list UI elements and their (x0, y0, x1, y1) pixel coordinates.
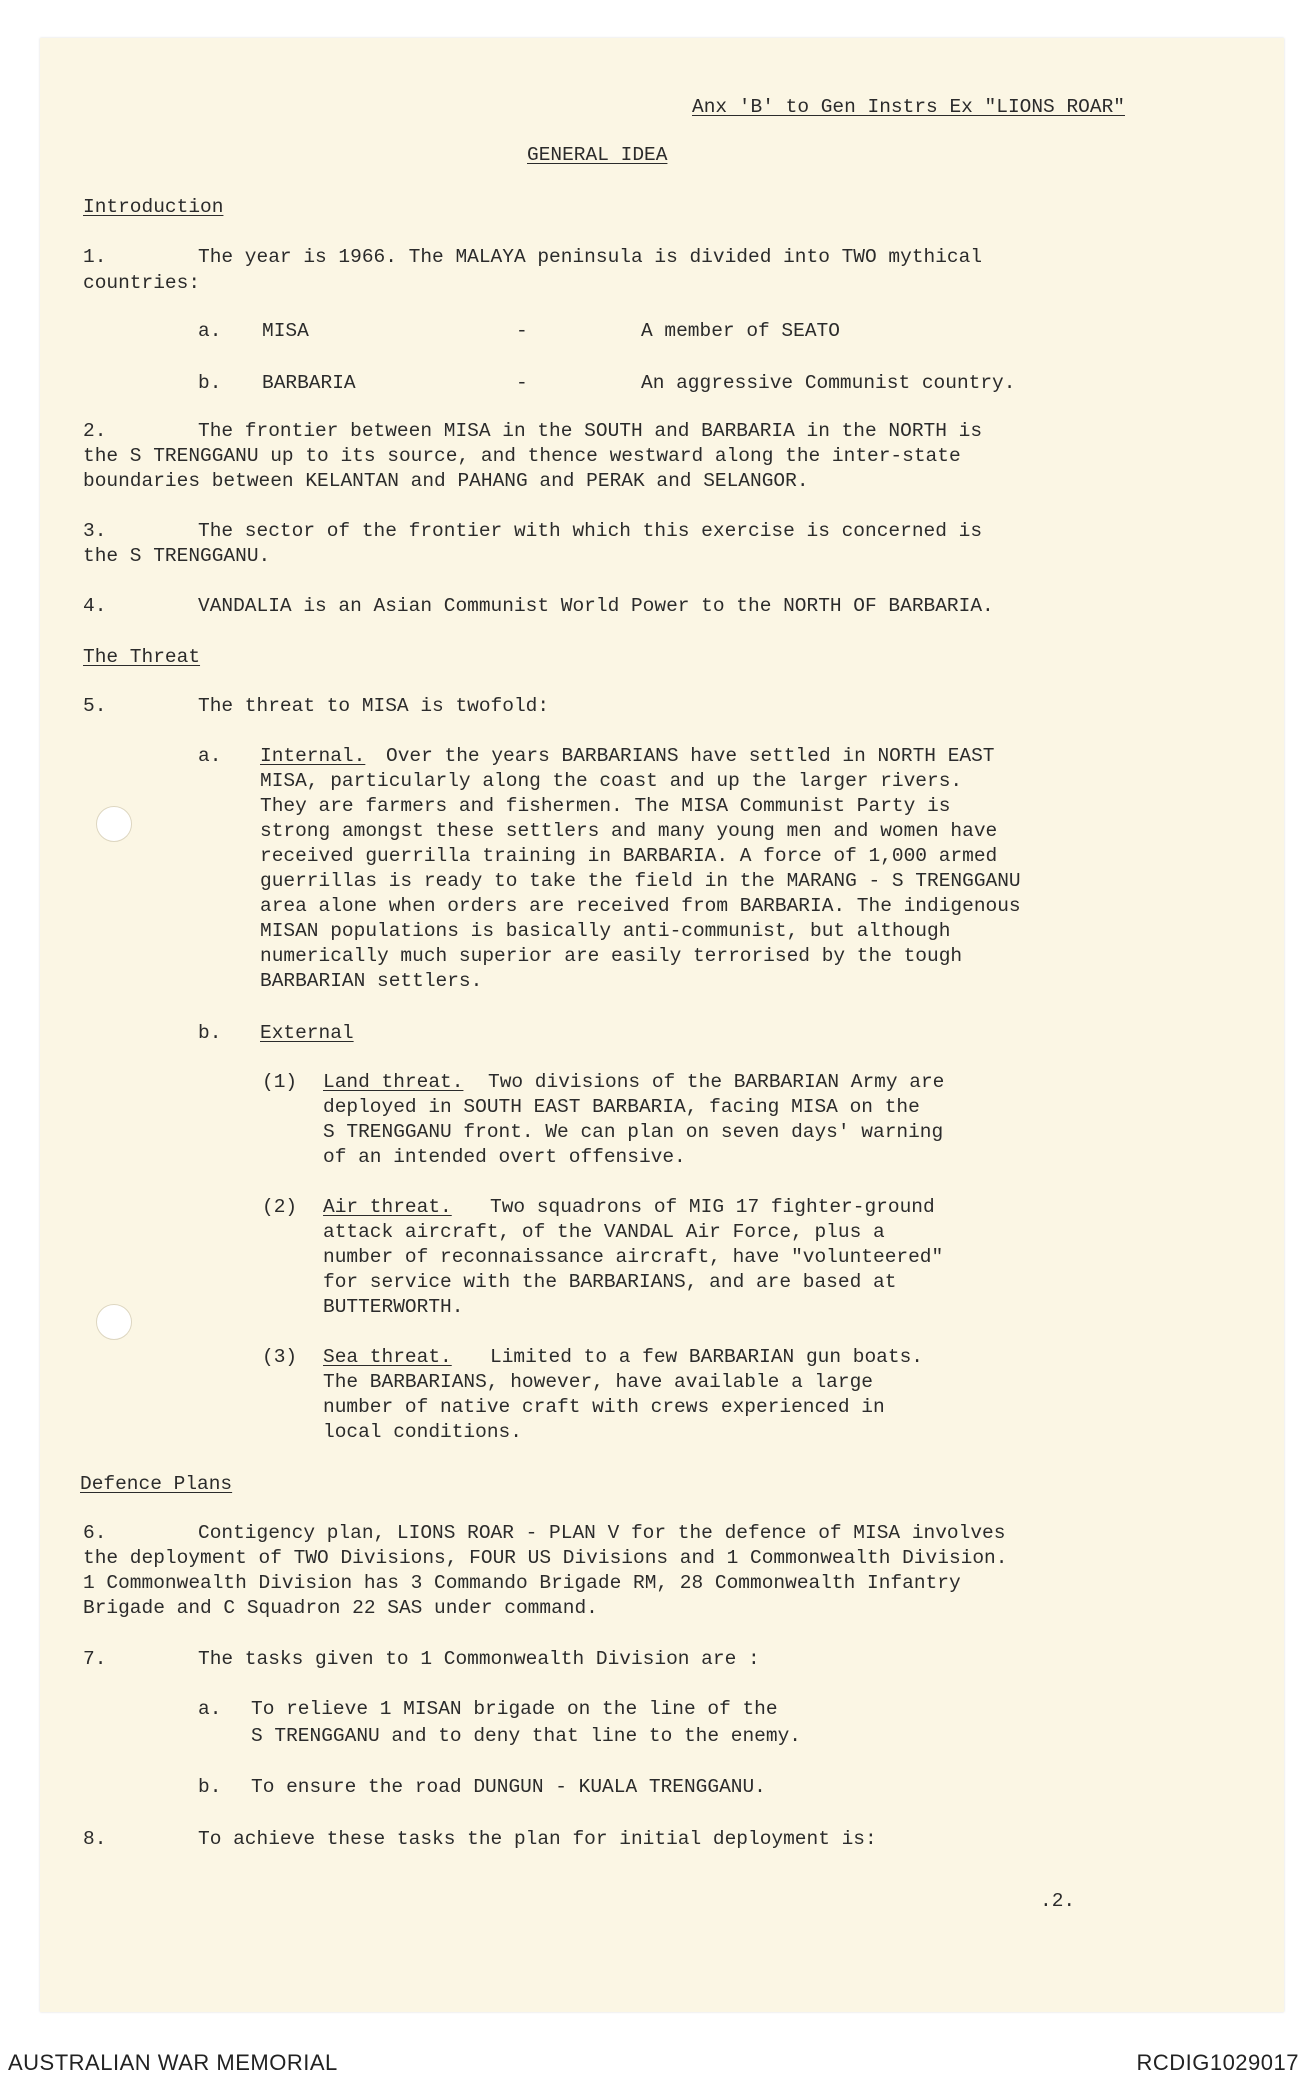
section-heading-introduction: Introduction (83, 196, 224, 218)
paragraph-text: countries: (83, 272, 201, 294)
paragraph-text: Two squadrons of MIG 17 fighter-ground (490, 1196, 935, 1218)
punch-hole (96, 806, 132, 842)
paragraph-text: To ensure the road DUNGUN - KUALA TRENGGANU. (251, 1776, 766, 1798)
paragraph-text: BUTTERWORTH. (323, 1296, 464, 1318)
paragraph-text: S TRENGGANU and to deny that line to the enemy. (251, 1725, 801, 1747)
paragraph-text: attack aircraft, of the VANDAL Air Force, plus a (323, 1221, 885, 1243)
subheading-internal: Internal. (260, 745, 366, 767)
paragraph-text: number of reconnaissance aircraft, have "volunteered" (323, 1246, 944, 1268)
subheading-sea-threat: Sea threat. (323, 1346, 452, 1368)
list-label: b. (198, 1776, 222, 1798)
country-name: MISA (262, 320, 309, 342)
paragraph-number: 1. (83, 246, 107, 268)
dash: - (516, 320, 528, 342)
page-continuation: .2. (1040, 1890, 1076, 1912)
paragraph-text: received guerrilla training in BARBARIA. A force of 1,000 armed (260, 845, 998, 867)
paragraph-text: MISA, particularly along the coast and up the larger rivers. (260, 770, 963, 792)
paragraph-number: 8. (83, 1828, 107, 1850)
item-number: (1) (262, 1071, 298, 1093)
section-heading-threat: The Threat (83, 646, 201, 668)
paragraph-text: Two divisions of the BARBARIAN Army are (488, 1071, 945, 1093)
paragraph-text: Limited to a few BARBARIAN gun boats. (490, 1346, 923, 1368)
paragraph-text: the deployment of TWO Divisions, FOUR US Divisions and 1 Commonwealth Division. (83, 1547, 1008, 1569)
list-label: b. (198, 1022, 222, 1044)
document-title: GENERAL IDEA (527, 144, 668, 166)
country-name: BARBARIA (262, 372, 356, 394)
paragraph-text: strong amongst these settlers and many young men and women have (260, 820, 998, 842)
paragraph-text: Over the years BARBARIANS have settled in NORTH EAST (386, 745, 995, 767)
paragraph-text: VANDALIA is an Asian Communist World Power to the NORTH OF BARBARIA. (198, 595, 994, 617)
list-label: a. (198, 1698, 222, 1720)
paragraph-text: Contigency plan, LIONS ROAR - PLAN V for the defence of MISA involves (198, 1522, 1006, 1544)
annex-reference: Anx 'B' to Gen Instrs Ex "LIONS ROAR" (692, 96, 1125, 118)
dash: - (516, 372, 528, 394)
list-label: a. (198, 320, 222, 342)
paragraph-text: the S TRENGGANU up to its source, and thence westward along the inter-state (83, 445, 961, 467)
paragraph-number: 7. (83, 1648, 107, 1670)
paragraph-text: To achieve these tasks the plan for initial deployment is: (198, 1828, 877, 1850)
paragraph-text: number of native craft with crews experienced in (323, 1396, 885, 1418)
paragraph-number: 2. (83, 420, 107, 442)
paragraph-text: Brigade and C Squadron 22 SAS under command. (83, 1597, 598, 1619)
paragraph-text: deployed in SOUTH EAST BARBARIA, facing MISA on the (323, 1096, 920, 1118)
list-label: b. (198, 372, 222, 394)
paragraph-text: The sector of the frontier with which this exercise is concerned is (198, 520, 983, 542)
subheading-external: External (260, 1022, 354, 1044)
list-label: a. (198, 745, 222, 767)
paragraph-number: 6. (83, 1522, 107, 1544)
paragraph-text: The year is 1966. The MALAYA peninsula is divided into TWO mythical (198, 246, 983, 268)
paragraph-number: 3. (83, 520, 107, 542)
paragraph-text: To relieve 1 MISAN brigade on the line of the (251, 1698, 778, 1720)
paragraph-text: 1 Commonwealth Division has 3 Commando Brigade RM, 28 Commonwealth Infantry (83, 1572, 961, 1594)
paragraph-text: of an intended overt offensive. (323, 1146, 686, 1168)
paragraph-text: The threat to MISA is twofold: (198, 695, 550, 717)
country-description: A member of SEATO (641, 320, 840, 342)
paragraph-text: The BARBARIANS, however, have available a large (323, 1371, 873, 1393)
item-number: (2) (262, 1196, 298, 1218)
item-number: (3) (262, 1346, 298, 1368)
paragraph-text: the S TRENGGANU. (83, 545, 271, 567)
footer-source: AUSTRALIAN WAR MEMORIAL (8, 2050, 338, 2075)
paragraph-text: S TRENGGANU front. We can plan on seven days' warning (323, 1121, 944, 1143)
paragraph-text: numerically much superior are easily terrorised by the tough (260, 945, 963, 967)
paragraph-text: They are farmers and fishermen. The MISA Communist Party is (260, 795, 951, 817)
paragraph-text: The tasks given to 1 Commonwealth Division are : (198, 1648, 760, 1670)
paragraph-text: area alone when orders are received from BARBARIA. The indigenous (260, 895, 1021, 917)
subheading-air-threat: Air threat. (323, 1196, 452, 1218)
country-description: An aggressive Communist country. (641, 372, 1016, 394)
section-heading-defence: Defence Plans (80, 1473, 233, 1495)
paragraph-number: 5. (83, 695, 107, 717)
subheading-land-threat: Land threat. (323, 1071, 464, 1093)
paragraph-text: local conditions. (323, 1421, 522, 1443)
paragraph-text: MISAN populations is basically anti-communist, but although (260, 920, 951, 942)
paragraph-text: for service with the BARBARIANS, and are based at (323, 1271, 897, 1293)
paragraph-text: boundaries between KELANTAN and PAHANG and PERAK and SELANGOR. (83, 470, 809, 492)
paragraph-number: 4. (83, 595, 107, 617)
footer-id: RCDIG1029017 (1136, 2050, 1299, 2075)
paragraph-text: guerrillas is ready to take the field in the MARANG - S TRENGGANU (260, 870, 1021, 892)
paragraph-text: BARBARIAN settlers. (260, 970, 483, 992)
paragraph-text: The frontier between MISA in the SOUTH and BARBARIA in the NORTH is (198, 420, 983, 442)
punch-hole (96, 1304, 132, 1340)
